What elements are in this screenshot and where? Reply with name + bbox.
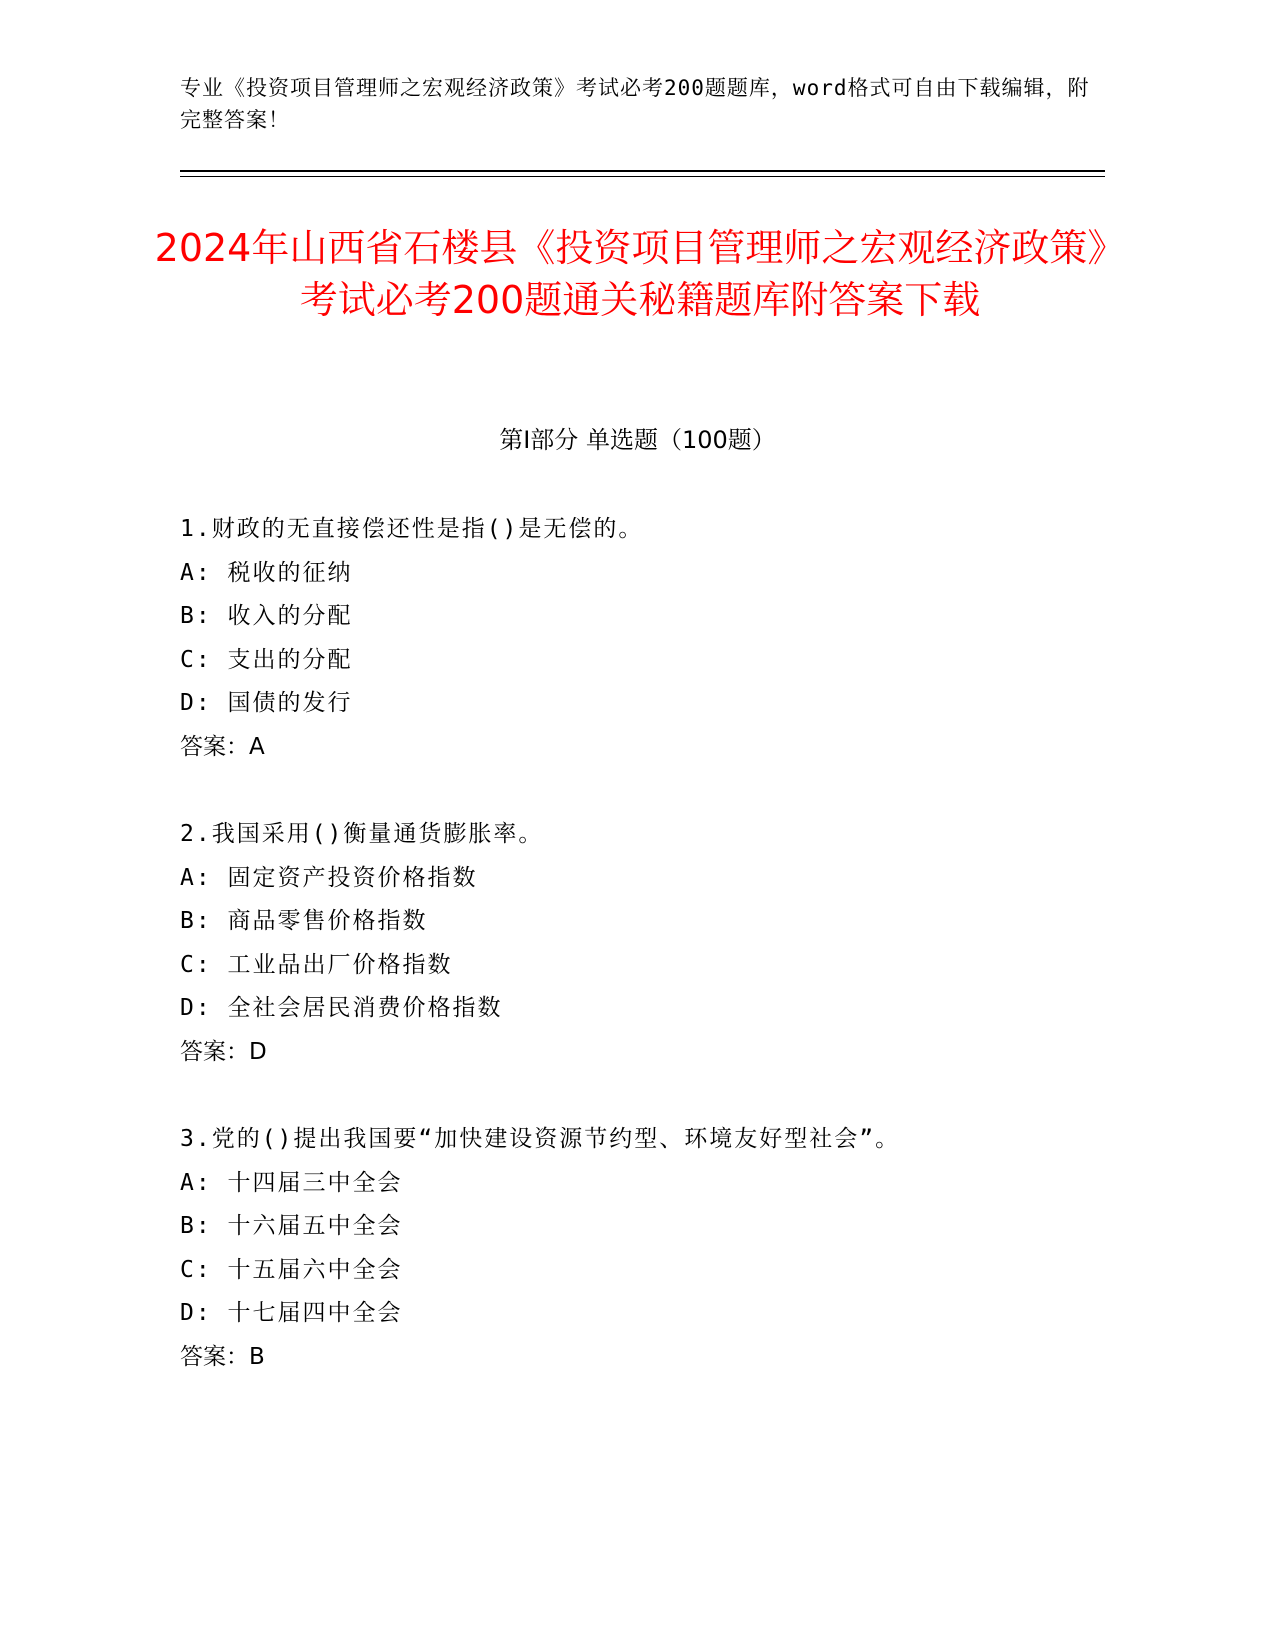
question-stem: 2.我国采用()衡量通货膨胀率。 (180, 821, 544, 847)
option-c: C: 十五届六中全会 (180, 1256, 403, 1283)
option-c: C: 支出的分配 (180, 646, 353, 673)
question-stem: 3.党的()提出我国要“加快建设资源节约型、环境友好型社会”。 (180, 1126, 901, 1152)
option-b: B: 十六届五中全会 (180, 1213, 403, 1239)
question-stem: 1.财政的无直接偿还性是指()是无偿的。 (180, 516, 644, 542)
header-divider-thick (180, 170, 1105, 172)
question-3 (180, 1118, 1100, 1423)
option-d: D: 全社会居民消费价格指数 (180, 995, 503, 1021)
header-note: 专业《投资项目管理师之宏观经济政策》考试必考200题题库，word格式可自由下载编辑，附完整答案！ (180, 76, 1090, 132)
question-list (180, 508, 1100, 1423)
question-2 (180, 813, 1100, 1118)
option-b: B: 收入的分配 (180, 603, 353, 629)
option-c: C: 工业品出厂价格指数 (180, 951, 453, 978)
option-d: D: 国债的发行 (180, 690, 353, 716)
answer: 答案：D (180, 1038, 267, 1065)
header-divider-thin (180, 176, 1105, 177)
answer: 答案：A (180, 733, 265, 760)
answer: 答案：B (180, 1343, 265, 1370)
option-a: A: 十四届三中全会 (180, 1169, 403, 1196)
section-title: 第I部分 单选题（100题） (499, 426, 776, 454)
option-b: B: 商品零售价格指数 (180, 908, 428, 934)
option-a: A: 税收的征纳 (180, 559, 353, 586)
document-title: 2024年山西省石楼县《投资项目管理师之宏观经济政策》考试必考200题通关秘籍题库附答案下载 (154, 226, 1126, 322)
option-a: A: 固定资产投资价格指数 (180, 864, 478, 891)
option-d: D: 十七届四中全会 (180, 1300, 403, 1326)
question-1 (180, 508, 1100, 813)
